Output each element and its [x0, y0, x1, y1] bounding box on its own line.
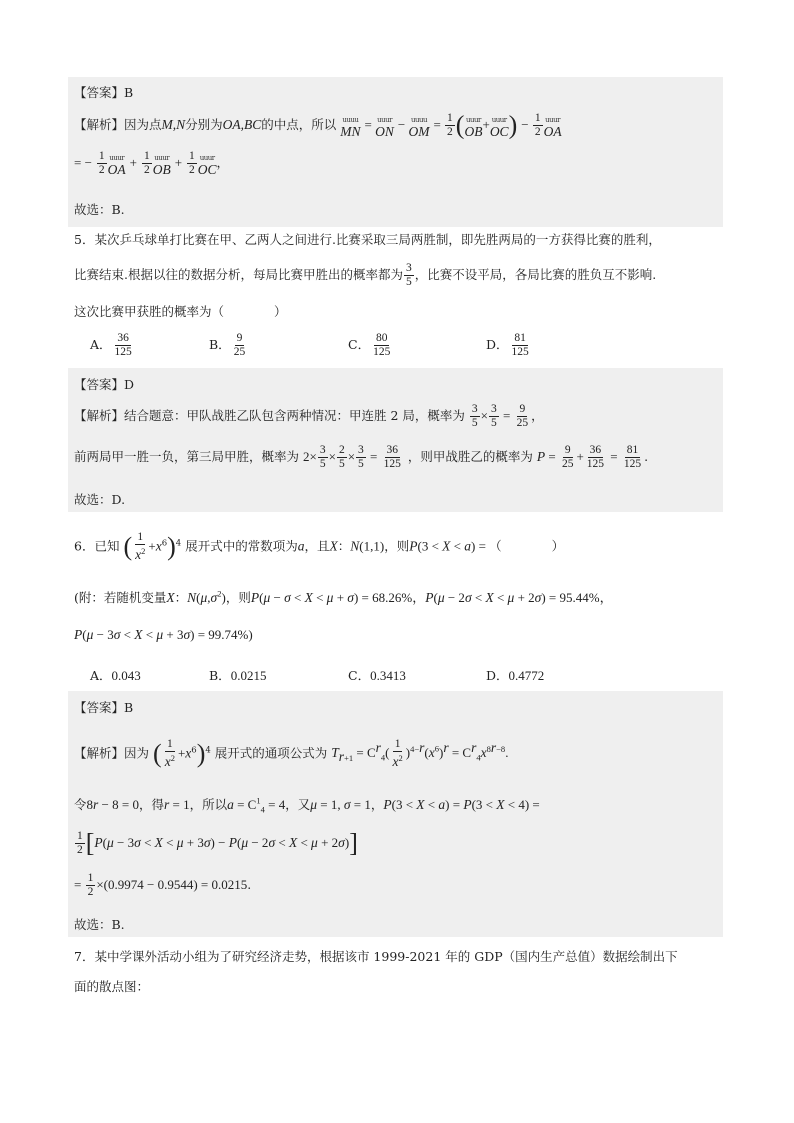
q6-analysis-line3: $\frac{1}{2}$ [P(μ − 3σ < X < μ + 3σ) − P(μ − 2σ < X < μ + 2σ)] [77, 828, 358, 858]
q5-stem-line3: 这次比赛甲获胜的概率为（ ） [74, 304, 287, 319]
fraction-half: $\frac{1}{2}$ [447, 112, 453, 138]
q6-option-b: B．0.0215 [209, 668, 267, 683]
q4-conclusion: 故选：B. [74, 202, 125, 217]
q5-solution-band [68, 368, 723, 512]
answer-value: B [124, 85, 134, 100]
q4-answer [74, 83, 133, 101]
vector-om: uuuu OM [408, 116, 430, 139]
q6-option-c: C．0.3413 [348, 668, 406, 683]
q5-option-a: A． $\frac{36}{125}$ [90, 332, 132, 358]
q6-conclusion: 故选：B. [74, 917, 125, 932]
q6-stem: 6．已知 ( $\frac{1}{x^2}$ $+x^6)^4$ 展开式中的常数项为a，且X：N(1,1)，则P(3 < X < a) = （ ） [74, 531, 565, 562]
q7-stem-line2: 面的散点图： [74, 979, 150, 994]
q5-stem-line2: 比赛结束.根据以往的数据分析，每局比赛甲胜出的概率都为 $\frac{3}{5}$ ，比赛不设平局，各局比赛的胜负互不影响. [74, 262, 657, 288]
q6-analysis-line1: 【解析】因为 ( $\frac{1}{x^2}$ $+x^6)^4$ 展开式的通项公式为 $T_{r+1} = C^r_4$( $\frac{1}{x^2}$ )$^{4-r}(x^6)^r = C^r_4x^{8r-8}$. [74, 738, 509, 769]
q5-option-c: C． $\frac{80}{125}$ [348, 332, 391, 358]
q6-option-a: A．0.043 [90, 668, 141, 683]
q5-option-b: B． $\frac{9}{25}$ [209, 332, 246, 358]
q5-answer: 【答案】D [74, 377, 135, 392]
q5-analysis-line1: 【解析】结合题意：甲队战胜乙队包含两种情况：甲连胜 2 局，概率为 $\frac{3}{5}$ × $\frac{3}{5}$ = $\frac{9}{25}$ ， [74, 403, 544, 429]
answer-label: 【答案】 [74, 85, 125, 100]
q5-analysis-line2: 前两局甲一胜一负，第三局甲胜，概率为 2× $\frac{3}{5}$ × $\frac{2}{5}$ × $\frac{3}{5}$ = $\frac{36}{125}$ ，则甲战胜乙的概率为 P = $\frac{9}{25}$ + $\frac{36}{125}$ = $\frac{81}{125}$ . [74, 444, 649, 470]
q5-option-d: D． $\frac{81}{125}$ [486, 332, 529, 358]
prob-fraction: $\frac{3}{5}$ [405, 262, 412, 288]
q7-stem-line1: 7．某中学课外活动小组为了研究经济走势，根据该市 1999-2021 年的 GDP（国内生产总值）数据绘制出下 [74, 949, 678, 964]
q6-option-d: D．0.4772 [486, 668, 545, 683]
q6-note-line1: (附：若随机变量X：$N(\mu,\sigma^2)$，则P(μ − σ < X < μ + σ) = 68.26%，P(μ − 2σ < X < μ + 2σ) = 95.44%， [74, 588, 613, 605]
q5-conclusion: 故选：D. [74, 492, 126, 507]
vector-on: uuur ON [375, 116, 394, 139]
q6-analysis-line2: 令8r − 8 = 0，得r = 1，所以$a = C^1_4 = 4$，又μ = 1, σ = 1，P(3 < X < a) = P(3 < X < 4) = [74, 795, 540, 815]
q6-analysis-line4: = $\frac{1}{2}$ ×(0.9974 − 0.9544) = 0.0215. [74, 872, 252, 898]
vector-mn: uuuu MN [340, 116, 361, 139]
q6-note-line2: P(μ − 3σ < X < μ + 3σ) = 99.74%) [74, 627, 253, 642]
analysis-label: 【解析】 [74, 117, 125, 132]
q4-analysis-line2: = − $\frac{1}{2}$ uuur OA + $\frac{1}{2}$ uuur OB + $\frac{1}{2}$ uuur OC ， [74, 150, 230, 177]
q5-stem-line1: 5．某次乒乓球单打比赛在甲、乙两人之间进行.比赛采取三局两胜制，即先胜两局的一方获得比赛的胜利， [74, 232, 661, 247]
q6-answer: 【答案】B [74, 700, 134, 715]
q4-analysis-line1: 【解析】因为点M,N分别为OA,BC的中点，所以 uuuu MN = uuur ON − uuuu OM = $\frac{1}{2}$ ( uuur OB + uuur OC ) − $\frac{1}{2}$ uuur OA [74, 110, 562, 140]
